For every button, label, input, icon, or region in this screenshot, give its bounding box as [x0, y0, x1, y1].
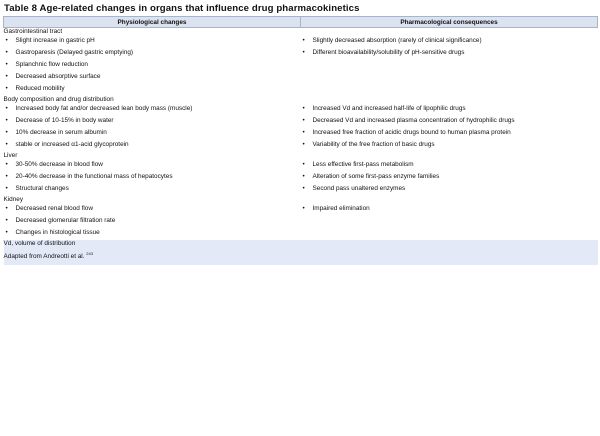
cell-text: 20-40% decrease in the functional mass of hepatocytes: [15, 173, 173, 180]
bullet-icon: •: [302, 205, 305, 212]
pharmacological-consequence-cell: [301, 204, 598, 216]
footnote-row: [4, 240, 598, 249]
physiological-change-cell: [4, 228, 301, 240]
physiological-change-cell: [4, 48, 301, 60]
table-row: [4, 48, 598, 60]
table-row: [4, 84, 598, 96]
header-row: [4, 17, 598, 28]
cell-text: Decreased Vd and increased plasma concentration of hydrophilic drugs: [312, 117, 515, 124]
pharmacological-consequence-cell: [301, 60, 598, 72]
bullet-icon: •: [5, 217, 8, 224]
bullet-icon: •: [5, 229, 8, 236]
physiological-change-cell: [4, 140, 301, 152]
cell-text: Splanchnic flow reduction: [15, 61, 88, 68]
table-row: [4, 140, 598, 152]
source-note: [4, 249, 598, 265]
bullet-icon: •: [5, 141, 8, 148]
section-heading: Body composition and drug distribution: [3, 96, 114, 103]
bullet-icon: •: [5, 173, 8, 180]
table-row: [4, 184, 598, 196]
pharmacological-consequence-cell: [301, 84, 598, 96]
bullet-icon: •: [5, 129, 8, 136]
physiological-change-cell: [4, 84, 301, 96]
cell-text: Alteration of some first-pass enzyme families: [312, 173, 440, 180]
table-row: [4, 72, 598, 84]
bullet-icon: •: [5, 105, 8, 112]
table-row: [4, 60, 598, 72]
section-row: [4, 152, 598, 160]
cell-text: Increased free fraction of acidic drugs bound to human plasma protein: [312, 129, 511, 136]
pharmacological-consequence-cell: [301, 172, 598, 184]
cell-text: stable or increased α1-acid glycoprotein: [15, 141, 129, 148]
cell-text: Slight increase in gastric pH: [15, 37, 95, 44]
bullet-icon: •: [5, 73, 8, 80]
pharmacokinetics-table: [3, 16, 598, 265]
pharmacological-consequence-cell: [301, 140, 598, 152]
table-row: [4, 204, 598, 216]
cell-text: Impaired elimination: [312, 205, 370, 212]
section-row: [4, 96, 598, 104]
bullet-icon: •: [302, 105, 305, 112]
physiological-change-cell: [4, 36, 301, 48]
table-row: [4, 172, 598, 184]
physiological-change-cell: [4, 72, 301, 84]
table-row: [4, 216, 598, 228]
cell-text: Less effective first-pass metabolism: [312, 161, 414, 168]
pharmacological-consequence-cell: [301, 104, 598, 116]
pharmacological-consequence-cell: [301, 48, 598, 60]
bullet-icon: •: [5, 161, 8, 168]
bullet-icon: •: [302, 49, 305, 56]
section-heading: Liver: [3, 152, 18, 159]
table-row: [4, 128, 598, 140]
cell-text: Variability of the free fraction of basic drugs: [312, 141, 435, 148]
pharmacological-consequence-cell: [301, 36, 598, 48]
bullet-icon: •: [302, 129, 305, 136]
cell-text: Second pass unaltered enzymes: [312, 185, 406, 192]
cell-text: 10% decrease in serum albumin: [15, 129, 107, 136]
cell-text: Slightly decreased absorption (rarely of clinical significance): [312, 37, 482, 44]
section-heading: Gastrointestinal tract: [3, 28, 63, 35]
table-body: [4, 28, 598, 241]
source-row: [4, 249, 598, 265]
source-text: Adapted from Andreotti et al.: [3, 253, 85, 260]
bullet-icon: •: [302, 37, 305, 44]
table-row: [4, 104, 598, 116]
pharmacological-consequence-cell: [301, 72, 598, 84]
bullet-icon: •: [302, 141, 305, 148]
bullet-icon: •: [5, 185, 8, 192]
cell-text: Increased body fat and/or decreased lean body mass (muscle): [15, 105, 193, 112]
section-row: [4, 28, 598, 37]
physiological-change-cell: [4, 204, 301, 216]
pharmacological-consequence-cell: [301, 216, 598, 228]
table-title: Table 8 Age-related changes in organs that influence drug pharmacokinetics: [4, 3, 360, 14]
physiological-change-cell: [4, 128, 301, 140]
bullet-icon: •: [5, 61, 8, 68]
pharmacological-consequence-cell: [301, 228, 598, 240]
section-heading: Kidney: [3, 196, 24, 203]
table-row: [4, 228, 598, 240]
pharmacological-consequence-cell: [301, 128, 598, 140]
cell-text: Structural changes: [15, 185, 69, 192]
physiological-change-cell: [4, 104, 301, 116]
bullet-icon: •: [302, 161, 305, 168]
bullet-icon: •: [302, 117, 305, 124]
bullet-icon: •: [5, 49, 8, 56]
header-physiological-changes: Physiological changes: [4, 17, 301, 28]
bullet-icon: •: [5, 37, 8, 44]
table-row: [4, 160, 598, 172]
pharmacological-consequence-cell: [301, 184, 598, 196]
table-row: [4, 36, 598, 48]
section-row: [4, 196, 598, 204]
physiological-change-cell: [4, 184, 301, 196]
bullet-icon: •: [5, 117, 8, 124]
bullet-icon: •: [302, 185, 305, 192]
physiological-change-cell: [4, 160, 301, 172]
pharmacological-consequence-cell: [301, 160, 598, 172]
cell-text: 30-50% decrease in blood flow: [15, 161, 103, 168]
cell-text: Different bioavailability/solubility of pH-sensitive drugs: [312, 49, 465, 56]
bullet-icon: •: [5, 85, 8, 92]
cell-text: Decrease of 10-15% in body water: [15, 117, 114, 124]
cell-text: Increased Vd and increased half-life of lipophilic drugs: [312, 105, 466, 112]
cell-text: Gastroparesis (Delayed gastric emptying): [15, 49, 134, 56]
physiological-change-cell: [4, 116, 301, 128]
table-row: [4, 116, 598, 128]
header-pharmacological-consequences: Pharmacological consequences: [301, 17, 598, 28]
source-ref: 243: [86, 251, 93, 256]
physiological-change-cell: [4, 60, 301, 72]
cell-text: Decreased renal blood flow: [15, 205, 93, 212]
physiological-change-cell: [4, 172, 301, 184]
cell-text: Decreased absorptive surface: [15, 73, 101, 80]
cell-text: Changes in histological tissue: [15, 229, 100, 236]
bullet-icon: •: [5, 205, 8, 212]
bullet-icon: •: [302, 173, 305, 180]
cell-text: Decreased glomerular filtration rate: [15, 217, 116, 224]
pharmacological-consequence-cell: [301, 116, 598, 128]
physiological-change-cell: [4, 216, 301, 228]
footnote-text: Vd, volume of distribution: [4, 240, 598, 249]
cell-text: Reduced mobility: [15, 85, 65, 92]
